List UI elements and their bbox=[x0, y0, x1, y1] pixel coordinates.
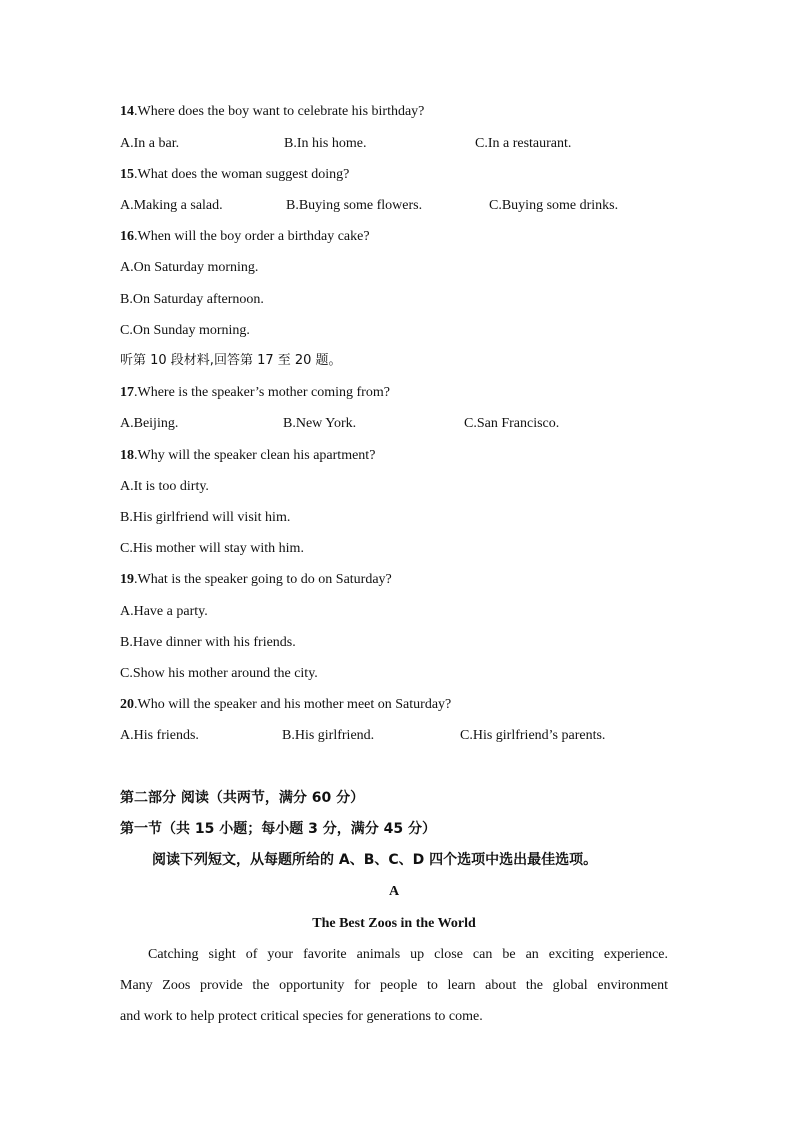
question-text: .Why will the speaker clean his apartment? bbox=[134, 448, 376, 463]
question-number: 19 bbox=[120, 572, 134, 587]
option-b: B.In his home. bbox=[284, 136, 367, 151]
question-16 bbox=[120, 228, 370, 246]
question-number: 16 bbox=[120, 229, 134, 244]
question-text: .What does the woman suggest doing? bbox=[134, 167, 350, 182]
option-c: C.His girlfriend’s parents. bbox=[460, 728, 606, 743]
question-number: 17 bbox=[120, 385, 134, 400]
option-a: A.His friends. bbox=[120, 728, 199, 743]
question-19 bbox=[120, 571, 392, 589]
reading-instruction: 阅读下列短文，从每题所给的 A、B、C、D 四个选项中选出最佳选项。 bbox=[152, 852, 598, 868]
question-14 bbox=[120, 103, 424, 121]
part-two-title: 第二部分 阅读（共两节，满分 60 分） bbox=[120, 790, 365, 806]
question-17 bbox=[120, 384, 390, 402]
passage-letter: A bbox=[388, 884, 400, 899]
question-text: .Where is the speaker’s mother coming from? bbox=[134, 385, 390, 400]
option-b: B.New York. bbox=[283, 416, 357, 431]
option-a: A.On Saturday morning. bbox=[120, 260, 259, 275]
question-20 bbox=[120, 696, 451, 714]
option-c: C.Show his mother around the city. bbox=[120, 666, 318, 681]
question-number: 14 bbox=[120, 104, 134, 119]
question-number: 15 bbox=[120, 167, 134, 182]
passage-line-3: and work to help protect critical species for generations to come. bbox=[120, 1009, 483, 1024]
passage-line-1: Catching sight of your favorite animals up close can be an exciting experience. bbox=[148, 947, 668, 962]
option-a: A.In a bar. bbox=[120, 136, 180, 151]
option-a: A.Have a party. bbox=[120, 604, 208, 619]
option-c: C.San Francisco. bbox=[464, 416, 560, 431]
question-text: .What is the speaker going to do on Saturday? bbox=[134, 572, 392, 587]
question-text: .Where does the boy want to celebrate his birthday? bbox=[134, 104, 425, 119]
question-18 bbox=[120, 447, 375, 465]
option-c: C.On Sunday morning. bbox=[120, 323, 250, 338]
option-a: A.Making a salad. bbox=[120, 198, 223, 213]
passage-title: The Best Zoos in the World bbox=[312, 916, 476, 931]
option-b: B.Buying some flowers. bbox=[286, 198, 423, 213]
option-c: C.In a restaurant. bbox=[475, 136, 572, 151]
question-text: .Who will the speaker and his mother meet on Saturday? bbox=[134, 697, 452, 712]
option-c: C.His mother will stay with him. bbox=[120, 541, 304, 556]
listening-instruction: 听第 10 段材料,回答第 17 至 20 题。 bbox=[120, 353, 342, 368]
option-b: B.His girlfriend. bbox=[282, 728, 375, 743]
section-one-title: 第一节（共 15 小题；每小题 3 分，满分 45 分） bbox=[120, 821, 436, 837]
option-b: B.On Saturday afternoon. bbox=[120, 292, 264, 307]
question-number: 20 bbox=[120, 697, 134, 712]
question-15 bbox=[120, 166, 349, 184]
option-a: A.Beijing. bbox=[120, 416, 179, 431]
option-a: A.It is too dirty. bbox=[120, 479, 209, 494]
option-b: B.Have dinner with his friends. bbox=[120, 635, 296, 650]
passage-line-2: Many Zoos provide the opportunity for people to learn about the global environment bbox=[120, 978, 668, 993]
option-c: C.Buying some drinks. bbox=[489, 198, 619, 213]
question-text: .When will the boy order a birthday cake? bbox=[134, 229, 370, 244]
option-b: B.His girlfriend will visit him. bbox=[120, 510, 291, 525]
question-number: 18 bbox=[120, 448, 134, 463]
